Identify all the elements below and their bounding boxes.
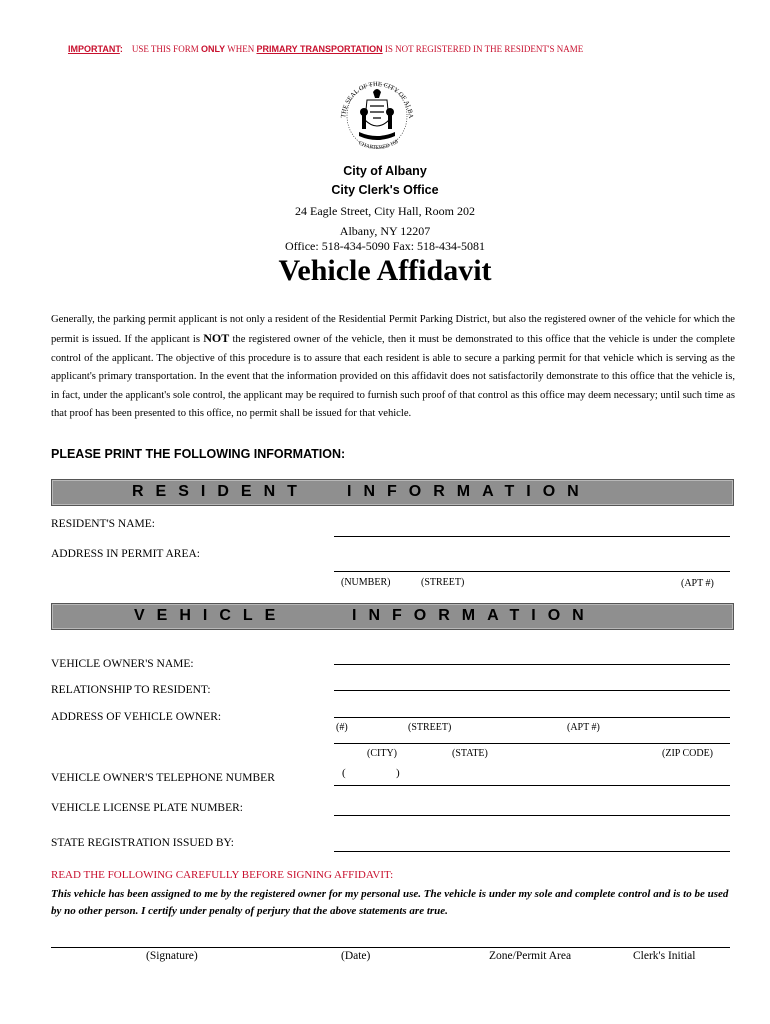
owner-address-label: ADDRESS OF VEHICLE OWNER: — [51, 711, 222, 723]
relationship-field[interactable] — [334, 690, 730, 691]
owner-address-field[interactable] — [334, 717, 730, 718]
sub-city: (CITY) — [367, 748, 397, 759]
read-carefully-heading: READ THE FOLLOWING CAREFULLY BEFORE SIGNING AFFIDAVIT: — [51, 869, 394, 881]
plate-field[interactable] — [334, 815, 730, 816]
permit-address-field[interactable] — [334, 571, 730, 572]
relationship-label: RELATIONSHIP TO RESIDENT: — [51, 684, 211, 696]
svg-text:CHARTERED 1686: CHARTERED 168 — [357, 138, 400, 152]
permit-address-label: ADDRESS IN PERMIT AREA: — [51, 548, 200, 560]
important-notice: IMPORTANT: USE THIS FORM ONLY WHEN PRIMARY TRANSPORTATION IS NOT REGISTERED IN THE RESIDENT'S NAME — [68, 44, 584, 54]
state-registration-field[interactable] — [334, 851, 730, 852]
phone-fax: Office: 518-434-5090 Fax: 518-434-5081 — [284, 239, 486, 253]
sub-state: (STATE) — [452, 748, 488, 759]
page-title: Vehicle Affidavit — [278, 254, 492, 287]
office-name: City Clerk's Office — [331, 183, 439, 197]
date-label: (Date) — [341, 950, 371, 962]
resident-name-label: RESIDENT'S NAME: — [51, 518, 155, 530]
sub-hash: (#) — [336, 722, 348, 733]
signature-label: (Signature) — [146, 950, 198, 962]
resident-name-field[interactable] — [334, 536, 730, 537]
seal-icon — [333, 70, 421, 162]
sub-owner-apt: (APT #) — [567, 722, 600, 733]
phone-field[interactable] — [334, 785, 730, 786]
street-address: 24 Eagle Street, City Hall, Room 202 — [295, 204, 475, 218]
city-name: City of Albany — [343, 164, 427, 178]
state-registration-label: STATE REGISTRATION ISSUED BY: — [51, 837, 234, 849]
area-code-close: ) — [396, 767, 400, 779]
plate-label: VEHICLE LICENSE PLATE NUMBER: — [51, 802, 243, 814]
owner-city-field[interactable] — [334, 743, 730, 744]
area-code-open: ( — [342, 767, 346, 779]
sub-owner-street: (STREET) — [408, 722, 452, 733]
sub-apt: (APT #) — [681, 578, 714, 589]
owner-name-field[interactable] — [334, 664, 730, 665]
sub-number: (NUMBER) — [341, 577, 391, 588]
phone-label: VEHICLE OWNER'S TELEPHONE NUMBER — [51, 772, 275, 784]
sub-zip: (ZIP CODE) — [662, 748, 714, 759]
city-state-zip: Albany, NY 12207 — [339, 224, 431, 238]
city-seal — [333, 70, 421, 162]
certification-text: This vehicle has been assigned to me by the registered owner for my personal use. The vehicle is under my sole and complete control and is to be used by no other person. I certify under penalty of perjury that the above statements are true. — [51, 888, 729, 917]
resident-information-band: RESIDENT INFORMATION — [51, 479, 734, 506]
svg-text:THE SEAL OF THE CITY OF ALBANY: THE SEAL OF THE CITY OF ALBA — [340, 80, 415, 119]
sub-street: (STREET) — [421, 577, 465, 588]
intro-paragraph: Generally, the parking permit applicant is not only a resident of the Residential Permit Parking District, but also the registered owner of the vehicle for which the permit is issued. If the applicant is NOT the registered owner of the vehicle, then it must be demonstrated to this office that the vehicle is under the complete control of the applicant. The objective of this procedure is to assure that each resident is able to secure a parking permit for that vehicle which is serving as the applicant's primary transportation. In the event that the information provided on this affidavit does not satisfactorily demonstrate to this office that the vehicle is, in fact, under the applicant's sole control, the applicant may be required to furnish such proof of that control as this office may deem necessary; until such time as that proof has been presented to this office, no permit shall be issued for that vehicle. — [51, 314, 736, 420]
zone-permit-label: Zone/Permit Area — [489, 950, 572, 962]
clerk-initial-label: Clerk's Initial — [633, 950, 696, 962]
print-heading: PLEASE PRINT THE FOLLOWING INFORMATION: — [51, 447, 346, 461]
owner-name-label: VEHICLE OWNER'S NAME: — [51, 658, 194, 670]
important-label: IMPORTANT — [68, 44, 120, 54]
vehicle-information-band: VEHICLE INFORMATION — [51, 603, 734, 630]
signature-line[interactable] — [51, 947, 730, 948]
